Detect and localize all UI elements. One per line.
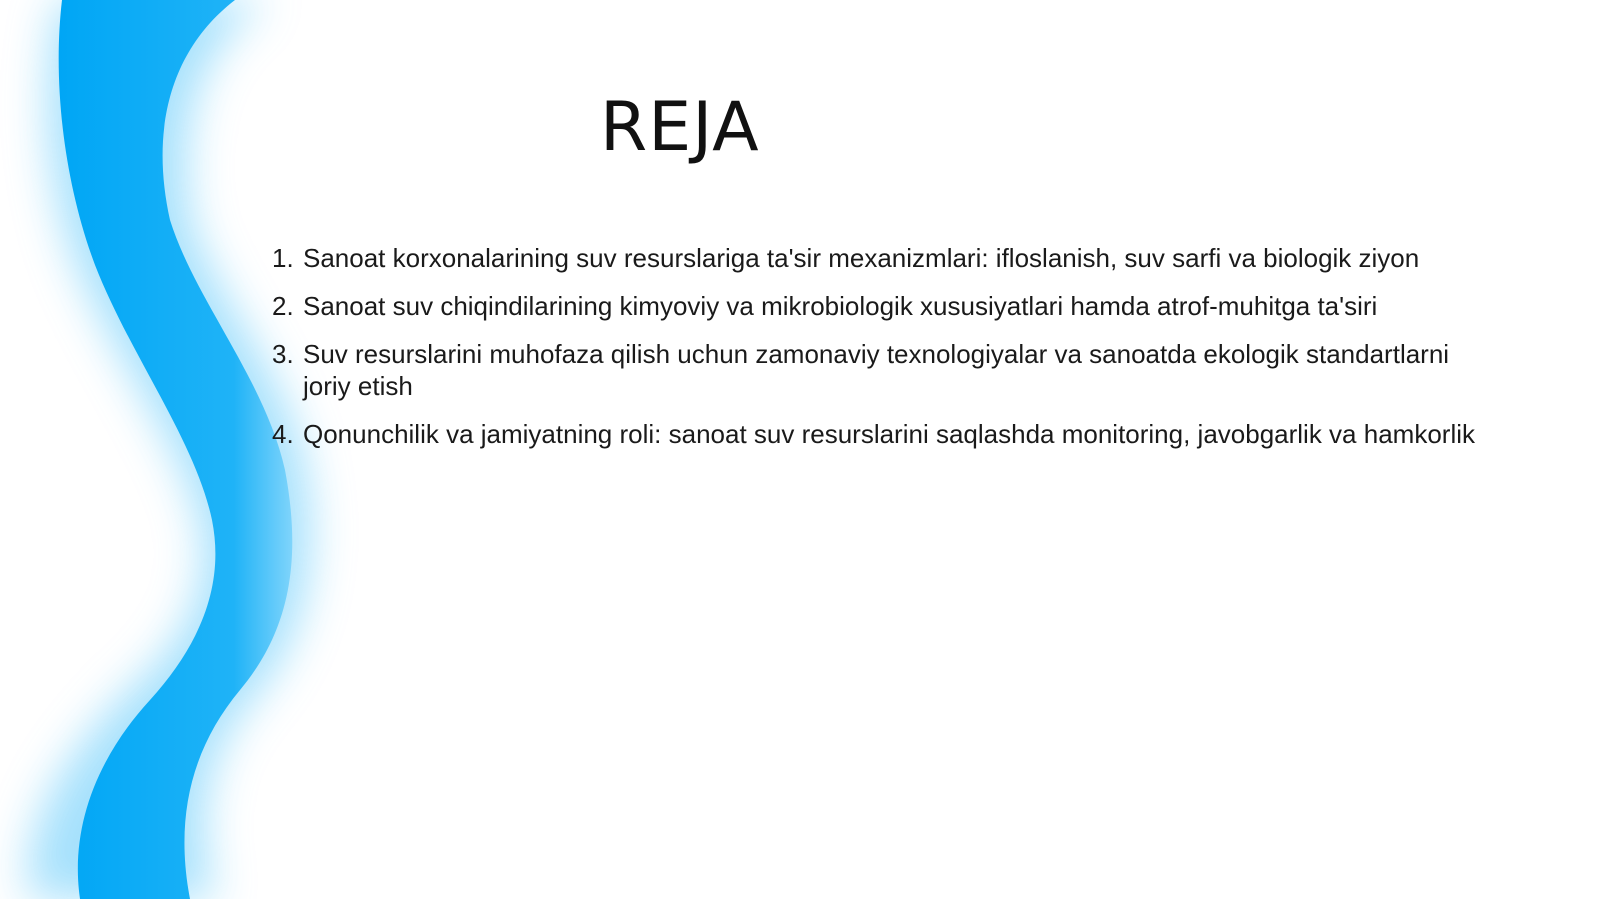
agenda-item-number: 3. xyxy=(272,339,294,369)
agenda-item xyxy=(272,290,1492,322)
slide-title: REJA xyxy=(600,88,760,167)
agenda-item-text: Sanoat suv chiqindilarining kimyoviy va mikrobiologik xususiyatlari hamda atrof-muhitga ta'siri xyxy=(303,291,1378,321)
agenda-item-text: Suv resurslarini muhofaza qilish uchun zamonaviy texnologiyalar va sanoatda ekologik standartlarni joriy etish xyxy=(303,339,1450,401)
agenda-item xyxy=(272,242,1492,274)
agenda-item-text: Sanoat korxonalarining suv resurslariga ta'sir mexanizmlari: ifloslanish, suv sarfi va biologik ziyon xyxy=(303,243,1420,273)
agenda-item-number: 4. xyxy=(272,419,294,449)
agenda-item xyxy=(272,338,1492,402)
agenda-item-number: 2. xyxy=(272,291,294,321)
agenda-item xyxy=(272,418,1492,450)
agenda-list xyxy=(272,242,1492,466)
agenda-item-text: Qonunchilik va jamiyatning roli: sanoat suv resurslarini saqlashda monitoring, javobgarlik va hamkorlik xyxy=(303,419,1475,449)
agenda-item-number: 1. xyxy=(272,243,294,273)
